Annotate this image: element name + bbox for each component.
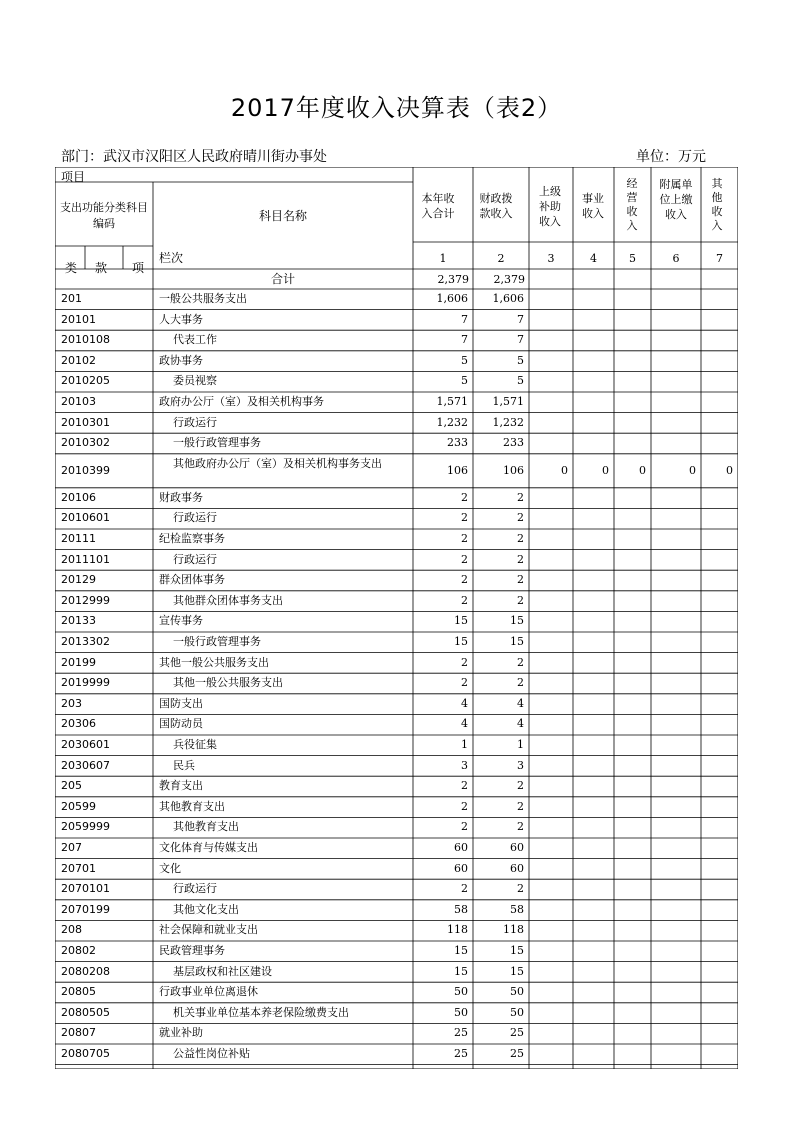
row-value-col1: 25 [454,1026,468,1040]
total-col2: 2,379 [493,273,525,286]
row-value-col1: 5 [461,353,468,367]
row-value-col1: 2 [461,779,468,793]
row-subject-name: 人大事务 [159,312,203,326]
row-subject-name: 群众团体事务 [159,573,225,587]
row-code: 20599 [61,799,96,813]
row-value-col2: 15 [510,614,524,628]
row-code: 2059999 [61,820,110,834]
row-code: 2010205 [61,374,110,388]
row-code: 20805 [61,985,96,999]
row-value-col2: 2 [517,490,524,504]
row-value-col1: 2 [461,820,468,834]
row-value-col2: 2 [517,820,524,834]
row-code: 20101 [61,312,96,326]
header-col1: 本年收入合计 [421,192,455,220]
row-value-col2: 5 [517,353,524,367]
row-subject-name: 行政运行 [173,415,217,429]
row-value-col2: 2 [517,573,524,587]
col-number-2: 2 [497,252,505,265]
row-value-col2: 60 [510,841,524,854]
report-title: 2017年度收入决算表（表2） [230,94,563,122]
header-col2: 财政拨款收入 [479,192,513,220]
row-code: 20129 [61,573,96,587]
row-value-col1: 2 [461,676,468,690]
row-code: 2010399 [61,463,110,477]
row-subject-name: 财政事务 [159,490,203,504]
row-subject-name: 机关事业单位基本养老保险缴费支出 [173,1005,349,1019]
row-value-col2: 1 [517,738,524,751]
row-value-col2: 7 [517,333,524,347]
row-value-col1: 2 [461,593,468,607]
header-col5: 经 营 收 入 [626,177,638,232]
row-value-col1: 50 [454,985,468,999]
row-subject-name: 国防支出 [159,696,203,710]
row-subject-name: 宣传事务 [159,614,203,628]
row-value-col2: 106 [503,463,524,477]
row-code: 2030601 [61,738,110,751]
row-value-col7: 0 [726,463,733,477]
row-value-col2: 2 [517,882,524,896]
row-value-col1: 2 [461,511,468,525]
row-value-col1: 1,606 [436,292,468,305]
row-code: 2010108 [61,333,110,347]
row-value-col1: 1 [461,738,468,751]
row-value-col1: 233 [447,436,468,450]
row-value-col1: 118 [447,923,468,937]
row-value-col1: 2 [461,882,468,896]
row-subject-name: 民兵 [173,758,195,772]
row-value-col2: 2 [517,511,524,525]
row-subject-name: 纪检监察事务 [159,532,225,545]
row-value-col2: 58 [510,902,524,916]
row-subject-name: 行政运行 [173,882,217,896]
row-value-col2: 233 [503,436,524,450]
header-col7: 其 他 收 入 [711,177,723,232]
row-code: 2070199 [61,902,110,916]
row-value-col2: 2 [517,779,524,793]
row-code: 2070101 [61,882,110,896]
row-value-col1: 60 [454,841,468,854]
row-value-col1: 2 [461,573,468,587]
row-code: 2019999 [61,676,110,690]
row-value-col2: 25 [510,1026,524,1040]
col-number-5: 5 [629,252,636,265]
row-subject-name: 其他一般公共服务支出 [159,655,269,669]
row-subject-name: 一般公共服务支出 [159,292,247,305]
row-subject-name: 其他教育支出 [159,799,225,813]
row-code: 20103 [61,395,96,408]
row-subject-name: 文化体育与传媒支出 [159,841,258,854]
row-code: 20306 [61,717,96,731]
header-xiang: 项 [132,261,145,275]
row-subject-name: 兵役征集 [173,738,217,751]
row-subject-name: 一般行政管理事务 [173,436,261,450]
row-code: 2013302 [61,635,110,648]
row-value-col1: 3 [461,758,468,772]
row-value-col2: 118 [503,923,524,937]
row-value-col5: 0 [639,463,646,477]
row-subject-name: 国防动员 [159,717,203,731]
header-kuan: 款 [95,261,108,275]
row-code: 2080208 [61,964,110,978]
header-lei: 类 [65,261,78,275]
row-value-col1: 7 [461,312,468,326]
row-value-col2: 1,571 [492,395,524,408]
row-value-col1: 4 [461,696,468,710]
row-code: 20199 [61,655,96,669]
row-value-col2: 1,232 [492,415,524,429]
row-subject-name: 就业补助 [159,1026,203,1040]
col-number-1: 1 [439,252,447,265]
row-subject-name: 其他教育支出 [173,820,239,834]
header-subject-name: 科目名称 [258,209,307,223]
row-code: 2010302 [61,436,110,450]
row-value-col1: 2 [461,532,468,545]
col-number-7: 7 [716,252,723,265]
row-value-col1: 25 [454,1047,468,1060]
col-number-4: 4 [590,252,597,265]
col-number-6: 6 [672,252,680,265]
row-value-col1: 15 [454,635,468,648]
row-value-col2: 50 [510,1005,524,1019]
row-value-col2: 1,606 [492,292,524,305]
row-subject-name: 行政事业单位离退休 [159,985,258,999]
row-value-col1: 58 [454,902,468,916]
row-code: 208 [61,923,82,937]
row-subject-name: 其他政府办公厅（室）及相关机构事务支出 [173,456,382,470]
row-code: 2080505 [61,1005,110,1019]
row-code: 20701 [61,861,96,875]
row-code: 20111 [61,532,96,545]
row-code: 20802 [61,944,96,957]
row-subject-name: 民政管理事务 [159,944,225,957]
header-col4: 事业收入 [582,192,604,220]
row-value-col2: 2 [517,532,524,545]
row-code: 2012999 [61,593,110,607]
total-col1: 2,379 [437,273,469,286]
row-code: 2030607 [61,758,110,772]
header-col6: 附属单位上缴收入 [659,178,693,221]
row-subject-name: 基层政权和社区建设 [173,964,272,978]
col-number-3: 3 [547,252,555,265]
row-value-col2: 3 [517,758,524,772]
row-subject-name: 文化 [159,861,181,875]
row-subject-name: 公益性岗位补贴 [173,1047,250,1060]
row-code: 20133 [61,614,96,628]
unit-label: 单位：万元 [636,149,706,165]
row-value-col2: 15 [510,944,524,957]
row-value-col2: 4 [517,696,524,710]
row-value-col2: 60 [510,861,524,875]
row-subject-name: 政协事务 [159,353,203,367]
row-value-col2: 25 [510,1047,524,1060]
row-value-col1: 1,232 [436,415,468,429]
row-value-col1: 7 [461,333,468,347]
row-value-col1: 106 [447,463,468,477]
row-value-col4: 0 [602,463,609,477]
row-subject-name: 行政运行 [173,511,217,525]
row-code: 2011101 [61,552,110,566]
row-value-col2: 50 [510,985,524,999]
row-value-col1: 2 [461,552,468,566]
row-value-col1: 15 [454,964,468,978]
row-code: 20807 [61,1026,96,1040]
header-col3: 上级补助收入 [539,185,561,228]
row-subject-name: 其他文化支出 [173,902,239,916]
row-subject-name: 其他群众团体事务支出 [173,593,283,607]
row-value-col6: 0 [689,463,696,477]
row-subject-name: 政府办公厅（室）及相关机构事务 [159,395,324,408]
header-column-index: 栏次 [159,251,184,265]
row-code: 203 [61,696,82,710]
header-func-code: 支出功能分类科目编码 [60,201,148,230]
row-code: 2010601 [61,511,110,525]
row-value-col1: 2 [461,655,468,669]
row-code: 2010301 [61,415,110,429]
row-value-col2: 7 [517,312,524,326]
total-label: 合计 [270,272,295,286]
row-value-col1: 15 [454,614,468,628]
income-table [55,167,738,1069]
row-value-col2: 2 [517,593,524,607]
row-code: 2080705 [61,1047,110,1060]
row-code: 20106 [61,490,96,504]
row-value-col2: 2 [517,676,524,690]
row-value-col1: 4 [461,717,468,731]
row-value-col1: 2 [461,490,468,504]
row-value-col2: 2 [517,552,524,566]
row-value-col1: 1,571 [436,395,468,408]
row-subject-name: 社会保障和就业支出 [159,923,258,937]
row-value-col2: 5 [517,374,524,388]
row-value-col2: 15 [510,964,524,978]
row-value-col1: 50 [454,1005,468,1019]
row-code: 205 [61,779,82,793]
row-value-col1: 5 [461,374,468,388]
row-subject-name: 委员视察 [173,374,217,388]
row-subject-name: 代表工作 [173,333,217,347]
row-code: 20102 [61,353,96,367]
header-project: 项目 [61,170,86,184]
row-value-col2: 4 [517,717,524,731]
row-value-col1: 60 [454,861,468,875]
row-subject-name: 教育支出 [159,779,203,793]
row-subject-name: 一般行政管理事务 [173,635,261,648]
row-value-col2: 2 [517,655,524,669]
row-value-col3: 0 [561,463,568,477]
department-label: 部门：武汉市汉阳区人民政府晴川街办事处 [61,149,327,165]
row-value-col2: 15 [510,635,524,648]
row-value-col1: 2 [461,799,468,813]
row-code: 201 [61,292,82,305]
row-subject-name: 行政运行 [173,552,217,566]
row-value-col2: 2 [517,799,524,813]
row-code: 207 [61,841,82,854]
row-value-col1: 15 [454,944,468,957]
row-subject-name: 其他一般公共服务支出 [173,676,283,690]
